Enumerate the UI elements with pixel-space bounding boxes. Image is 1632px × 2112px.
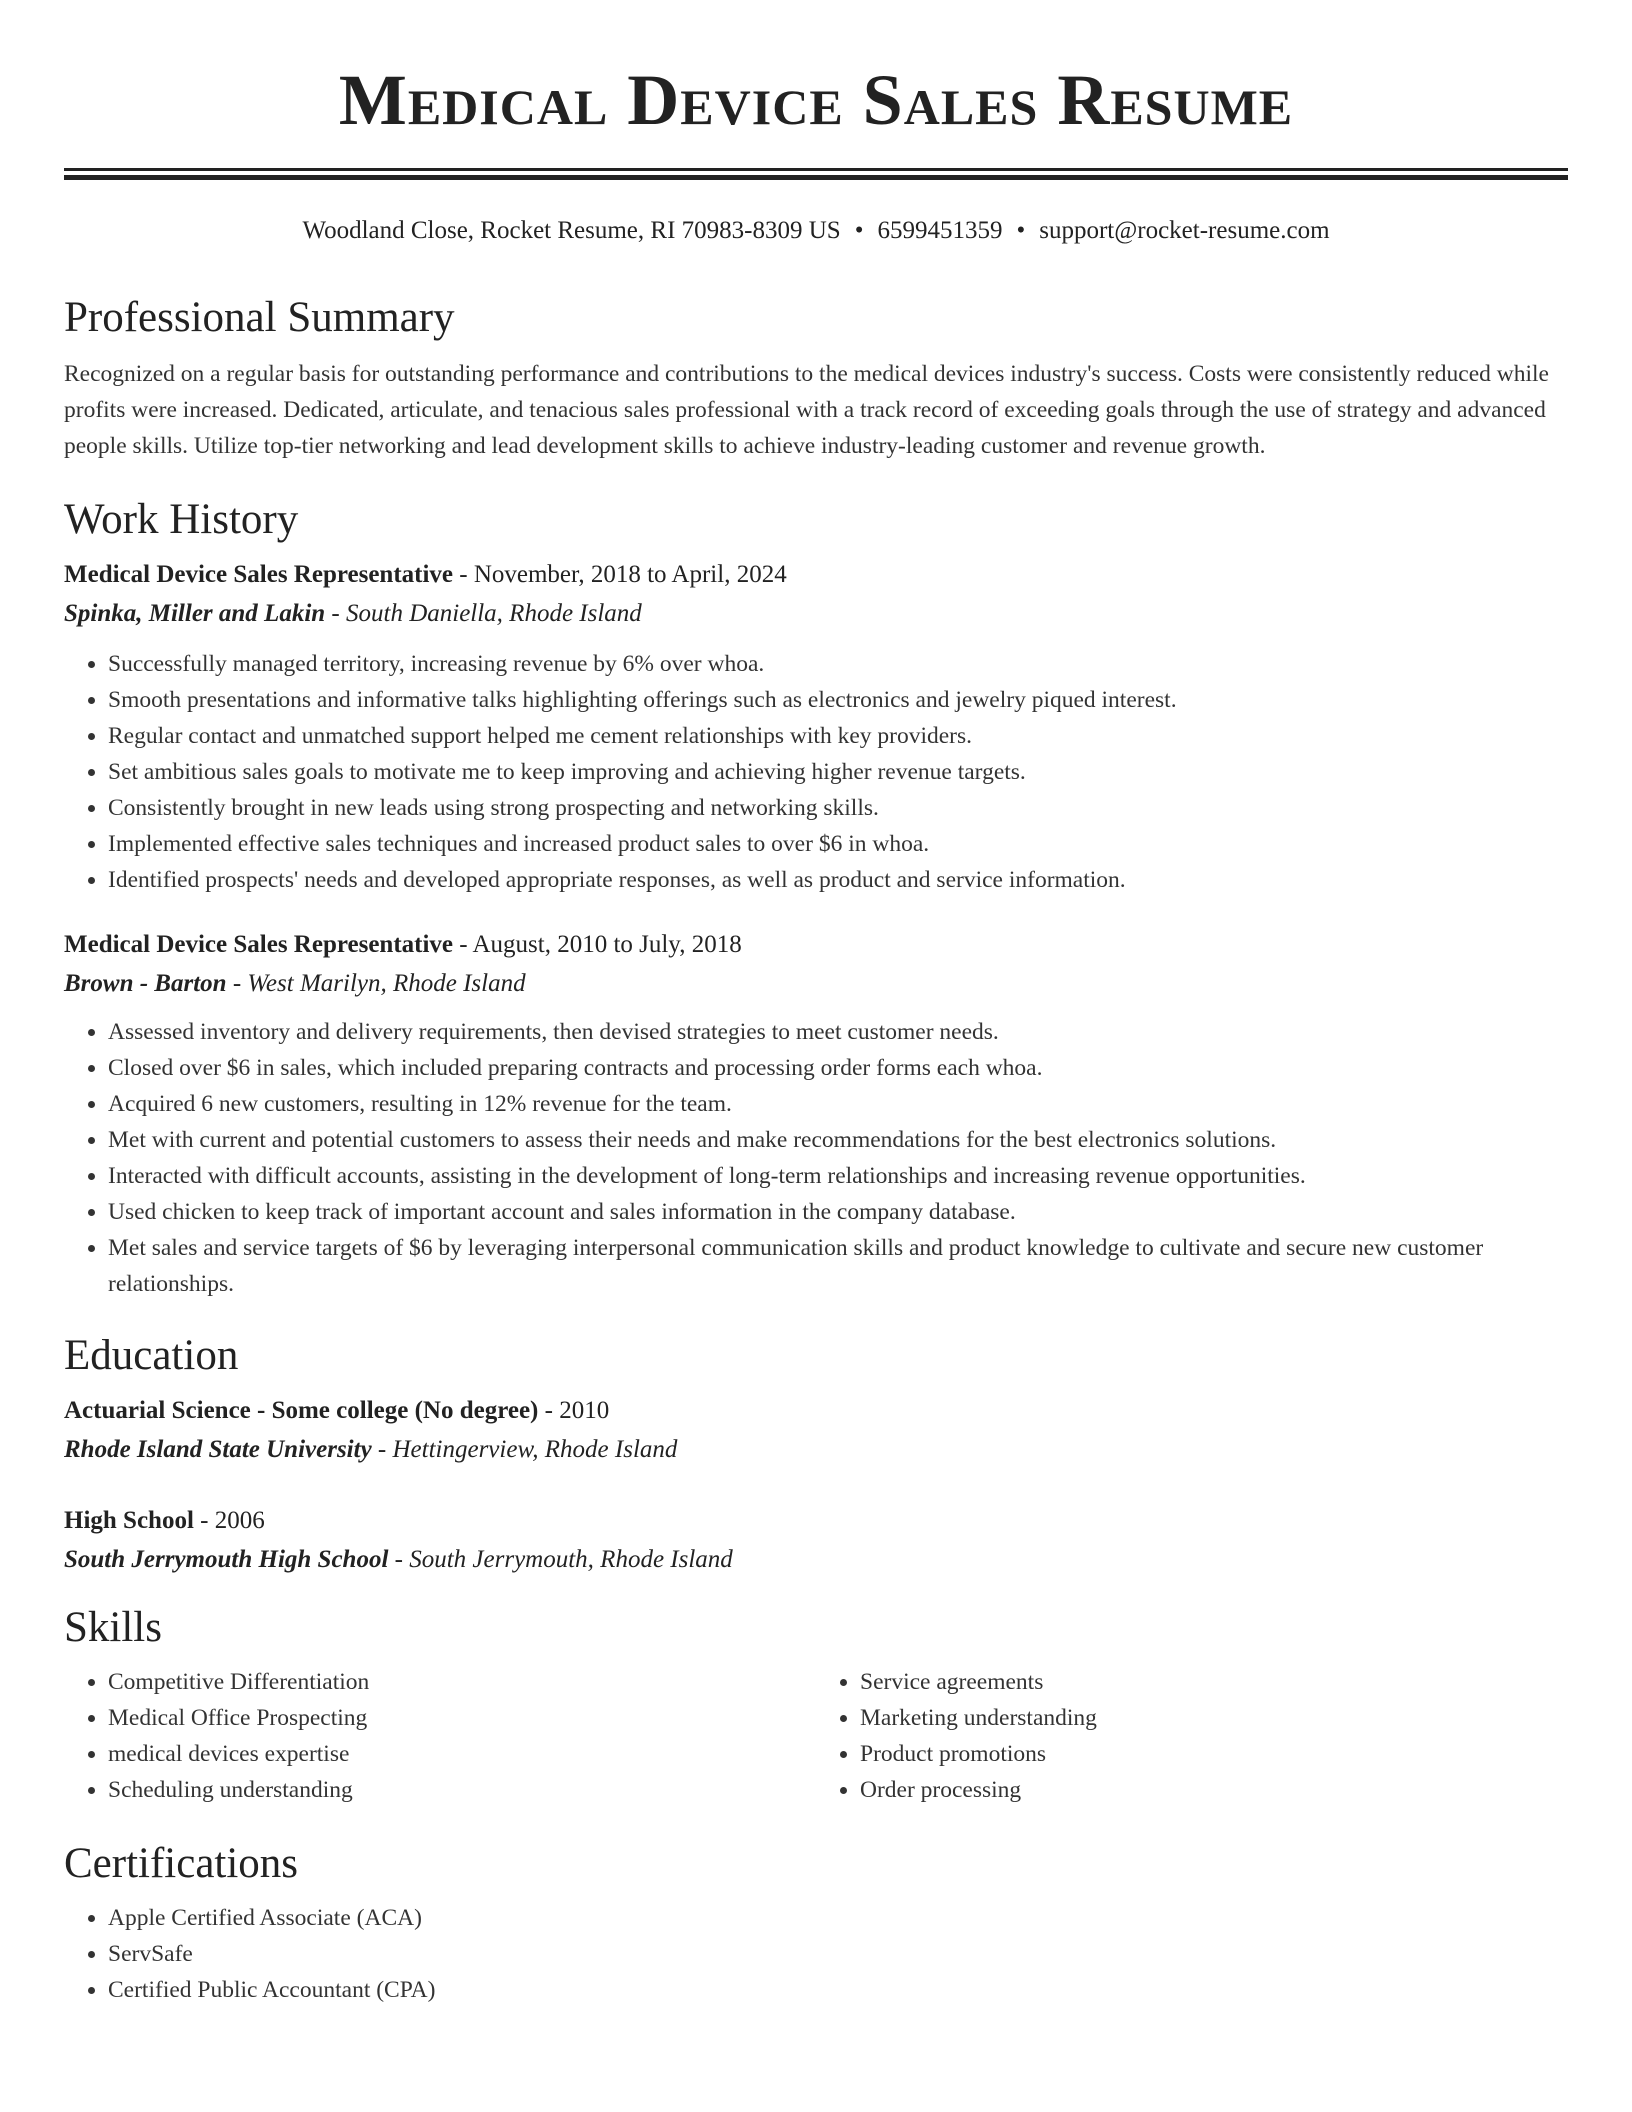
education-degree: High School xyxy=(64,1507,194,1534)
job-company: Brown - Barton xyxy=(64,970,227,997)
list-item: • Regular contact and unmatched support helped me cement relationships with key providers. xyxy=(108,718,1568,754)
list-item: • Service agreements xyxy=(860,1664,1568,1700)
education-location: - South Jerrymouth, Rhode Island xyxy=(388,1546,733,1573)
job-location: - West Marilyn, Rhode Island xyxy=(226,970,526,997)
section-heading: Professional Summary xyxy=(64,294,455,341)
list-item: • Product promotions xyxy=(860,1736,1568,1772)
education-degree: Actuarial Science - Some college (No degree) xyxy=(64,1397,539,1424)
skills-section xyxy=(64,1600,1568,1808)
summary-section xyxy=(64,290,1568,464)
list-item: • Scheduling understanding xyxy=(108,1772,816,1808)
contact-address: Woodland Close, Rocket Resume, RI 70983-8309 US xyxy=(302,217,841,244)
job-title: Medical Device Sales Representative xyxy=(64,561,454,588)
list-item: • Competitive Differentiation xyxy=(108,1664,816,1700)
list-item: • Set ambitious sales goals to motivate me to keep improving and achieving higher revenue targets. xyxy=(108,754,1568,790)
job-bullets xyxy=(64,1014,1568,1302)
list-item: • Assessed inventory and delivery requirements, then devised strategies to meet customer needs. xyxy=(108,1014,1568,1050)
contact-email: support@rocket-resume.com xyxy=(1039,217,1330,244)
skills-column-right xyxy=(816,1664,1568,1808)
job-dates: - November, 2018 to April, 2024 xyxy=(453,561,787,588)
job-company: Spinka, Miller and Lakin xyxy=(64,600,326,627)
contact-phone: 6599451359 xyxy=(877,217,1003,244)
resume-title: Medical Device Sales Resume xyxy=(338,60,1294,140)
education-entry xyxy=(64,1392,1568,1470)
job-entry xyxy=(64,556,1568,898)
education-entry xyxy=(64,1502,1568,1580)
education-year: - 2010 xyxy=(538,1397,610,1424)
education-section xyxy=(64,1328,1568,1580)
section-heading: Education xyxy=(64,1332,239,1379)
list-item: • Successfully managed territory, increasing revenue by 6% over whoa. xyxy=(108,646,1568,682)
job-employer xyxy=(64,964,1568,1004)
skills-column-left xyxy=(64,1664,816,1808)
certifications-section xyxy=(64,1836,1568,2008)
contact-separator: • xyxy=(854,217,864,244)
job-location: - South Daniella, Rhode Island xyxy=(325,600,642,627)
contact-separator: • xyxy=(1016,217,1026,244)
job-header xyxy=(64,926,1568,964)
education-location: - Hettingerview, Rhode Island xyxy=(371,1436,678,1463)
work-history-section xyxy=(64,492,1568,1302)
list-item: • Apple Certified Associate (ACA) xyxy=(108,1900,1568,1936)
resume-content xyxy=(64,290,1568,2008)
list-item: • Interacted with difficult accounts, assisting in the development of long-term relationships and increasing revenue opportunities. xyxy=(108,1158,1568,1194)
summary-text: Recognized on a regular basis for outstanding performance and contributions to the medical devices industry's success. Costs were consistently reduced while profits were increased. Dedicated, articulate, and tenacious sales professional with a track record of exceeding goals through the use of strategy and advanced people skills. Utilize top-tier networking and lead development skills to achieve industry-leading customer and revenue growth. xyxy=(64,361,1549,459)
list-item: • Used chicken to keep track of important account and sales information in the company database. xyxy=(108,1194,1568,1230)
section-heading: Work History xyxy=(64,496,299,543)
job-header xyxy=(64,556,1568,594)
education-header xyxy=(64,1392,1568,1430)
list-item: • Identified prospects' needs and developed appropriate responses, as well as product and service information. xyxy=(108,862,1568,898)
list-item: • Consistently brought in new leads using strong prospecting and networking skills. xyxy=(108,790,1568,826)
education-school: Rhode Island State University xyxy=(64,1436,372,1463)
education-school-line xyxy=(64,1540,1568,1580)
list-item: • Order processing xyxy=(860,1772,1568,1808)
list-item: • Implemented effective sales techniques and increased product sales to over $6 in whoa. xyxy=(108,826,1568,862)
education-school: South Jerrymouth High School xyxy=(64,1546,389,1573)
job-dates: - August, 2010 to July, 2018 xyxy=(453,931,742,958)
job-entry xyxy=(64,926,1568,1302)
list-item: • medical devices expertise xyxy=(108,1736,816,1772)
title-divider-thin xyxy=(64,168,1568,171)
certifications-list xyxy=(64,1900,1568,2008)
list-item: • Medical Office Prospecting xyxy=(108,1700,816,1736)
list-item: • Marketing understanding xyxy=(860,1700,1568,1736)
job-employer xyxy=(64,594,1568,634)
list-item: • Closed over $6 in sales, which included preparing contracts and processing order forms each whoa. xyxy=(108,1050,1568,1086)
section-heading: Certifications xyxy=(64,1840,299,1887)
list-item: • Certified Public Accountant (CPA) xyxy=(108,1972,1568,2008)
list-item: • Met with current and potential customers to assess their needs and make recommendations for the best electronics solutions. xyxy=(108,1122,1568,1158)
education-year: - 2006 xyxy=(193,1507,265,1534)
list-item: • Acquired 6 new customers, resulting in 12% revenue for the team. xyxy=(108,1086,1568,1122)
skills-grid xyxy=(64,1664,1568,1808)
job-bullets xyxy=(64,646,1568,898)
education-school-line xyxy=(64,1430,1568,1470)
education-header xyxy=(64,1502,1568,1540)
contact-line xyxy=(0,214,1632,248)
title-divider-thick xyxy=(64,175,1568,180)
list-item: • Smooth presentations and informative talks highlighting offerings such as electronics and jewelry piqued interest. xyxy=(108,682,1568,718)
job-title: Medical Device Sales Representative xyxy=(64,931,454,958)
list-item: • Met sales and service targets of $6 by leveraging interpersonal communication skills and product knowledge to cultivate and secure new customer relationships. xyxy=(108,1230,1568,1302)
section-heading: Skills xyxy=(64,1604,162,1651)
list-item: • ServSafe xyxy=(108,1936,1568,1972)
